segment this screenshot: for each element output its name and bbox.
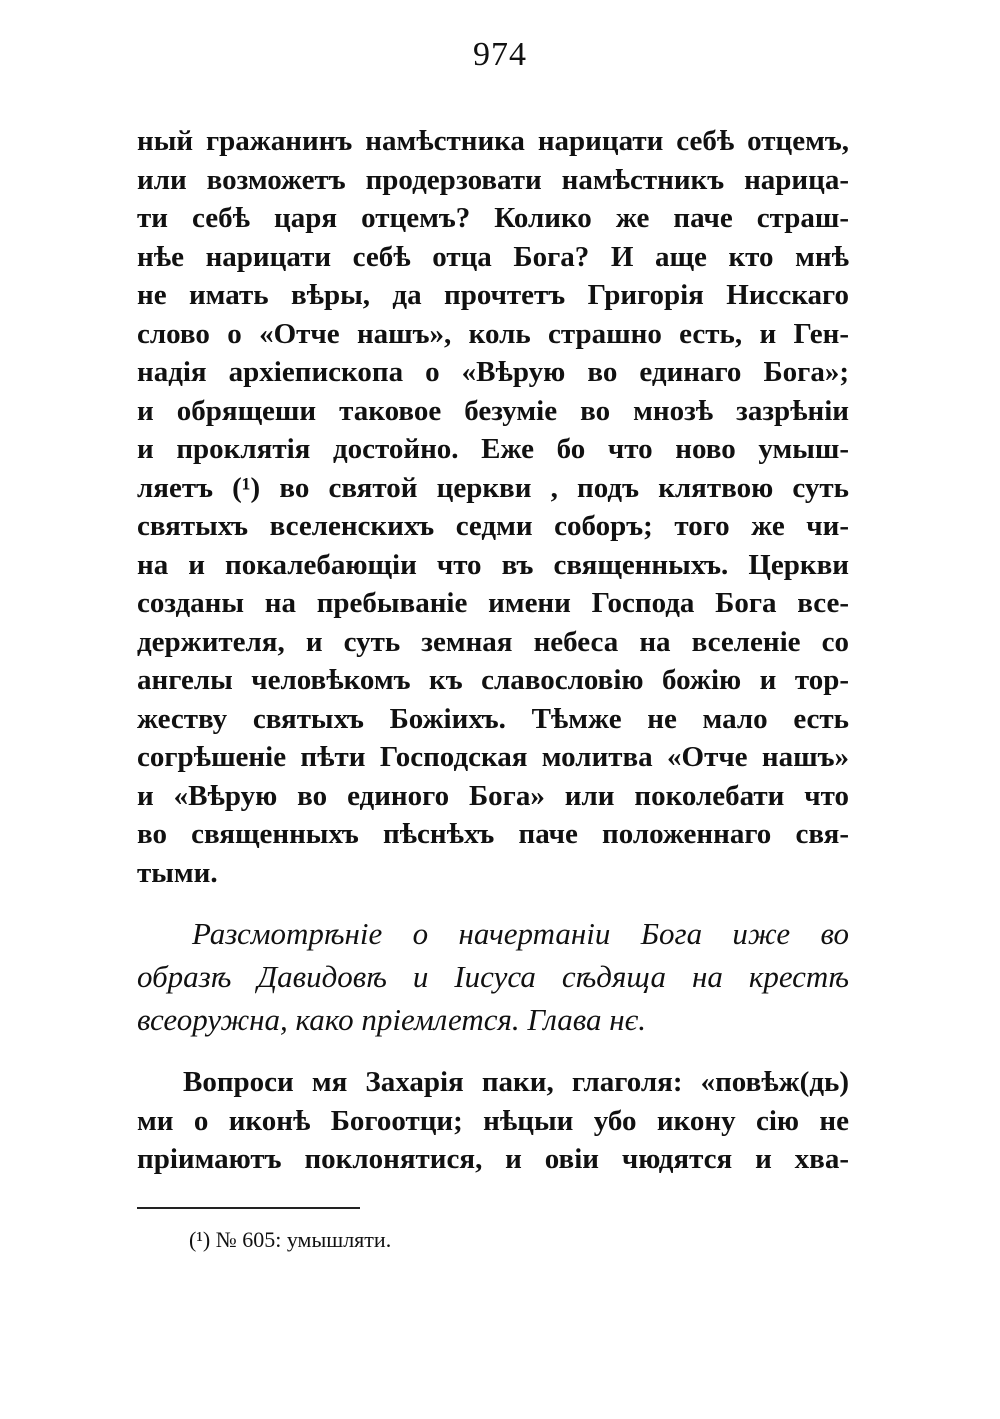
- footnote-divider: [137, 1207, 360, 1209]
- heading-line: Разсмотрѣніе о начертаніи Бога иже во: [192, 916, 849, 951]
- text-line: или возможетъ продерзовати намѣстникъ нарица-: [137, 163, 849, 196]
- text-line: ангелы человѣкомъ къ славословію божію и тор-: [137, 664, 849, 696]
- text-line: Вопроси мя Захарія паки, глаголя: «повѣж(дь): [183, 1066, 849, 1098]
- text-line: нѣе нарицати себѣ отца Бога? И аще кто мнѣ: [137, 240, 849, 273]
- text-line: ти себѣ царя отцемъ? Колико же паче страш-: [137, 202, 849, 234]
- footnote: (¹) № 605: умышляти.: [189, 1227, 392, 1252]
- text-line: согрѣшеніе пѣти Господская молитва «Отче нашъ»: [137, 741, 849, 773]
- text-line: тыми.: [137, 856, 218, 889]
- heading-line: всеоружна, како пріемлется. Глава нє.: [137, 1002, 646, 1037]
- chapter-heading: [137, 912, 849, 1041]
- text-line: слово о «Отче нашъ», коль страшно есть, и Ген-: [137, 317, 849, 350]
- heading-line: образѣ Давидовѣ и Іисуса сѣдяща на крестѣ: [137, 959, 849, 994]
- text-line: и проклятія достойно. Еже бо что ново умыш-: [137, 433, 849, 465]
- text-line: созданы на пребываніе имени Господа Бога все-: [137, 587, 849, 619]
- text-line: святыхъ вселенскихъ седми соборъ; того же чи-: [137, 510, 849, 542]
- page-number: 974: [473, 36, 527, 73]
- text-line: ный гражанинъ намѣстника нарицати себѣ отцемъ,: [137, 125, 849, 157]
- text-line: во священныхъ пѣснѣхъ паче положеннаго свя-: [137, 818, 849, 850]
- paragraph-second: [137, 1063, 849, 1179]
- text-line: ми о иконѣ Богоотци; нѣцыи убо икону сію не: [137, 1104, 849, 1137]
- text-line: на и покалебающіи что въ священныхъ. Церкви: [137, 548, 849, 581]
- text-line: держителя, и суть земная небеса на вселеніе со: [137, 625, 849, 658]
- text-line: и обрящеши таковое безуміе во мнозѣ зазрѣніи: [137, 394, 849, 427]
- text-line: жеству святыхъ Божіихъ. Тѣмже не мало есть: [137, 702, 849, 735]
- paragraph-main: [137, 122, 849, 892]
- text-line: надія архіепископа о «Вѣрую во единаго Бога»;: [137, 356, 849, 388]
- text-line: пріимаютъ поклонятися, и овіи чюдятся и хва-: [137, 1143, 849, 1175]
- text-line: ляетъ (¹) во святой церкви , подъ клятвою суть: [137, 471, 849, 504]
- text-line: и «Вѣрую во единого Бога» или поколебати что: [137, 779, 849, 812]
- text-line: не имать вѣры, да прочтетъ Григорія Нисскаго: [137, 279, 849, 311]
